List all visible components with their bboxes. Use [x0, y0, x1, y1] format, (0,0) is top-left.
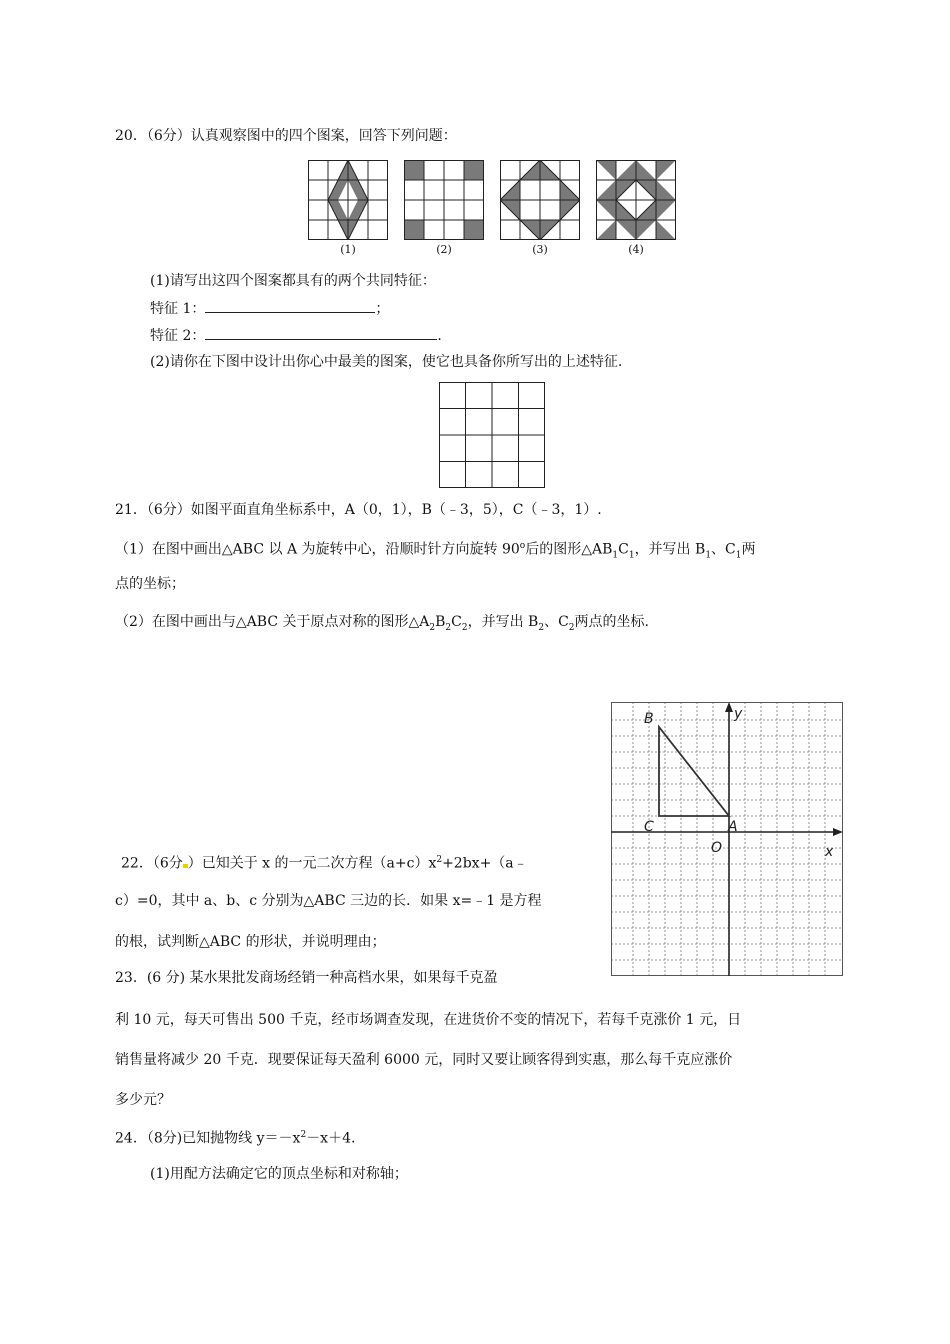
pattern-4-label: (4) — [628, 243, 644, 256]
q21-part2: （2）在图中画出与△ABC 关于原点对称的图形$\triangle A_2B_2C_2$，并写出 $B_2$、$C_2$两点的坐标. — [115, 614, 649, 633]
q20-stem: 20．（6分）认真观察图中的四个图案，回答下列问题： — [115, 128, 457, 144]
feature1-label: 特征 1： — [150, 301, 206, 317]
q22-line3: 的根，试判断△ABC 的形状，并说明理由； — [115, 934, 386, 950]
q21-part1-line2: 点的坐标； — [115, 576, 185, 592]
q20-part2: (2)请你在下图中设计出你心中最美的图案，使它也具备你所写出的上述特征. — [150, 354, 623, 370]
coordinate-grid — [611, 702, 843, 976]
q23-line2: 利 10 元，每天可售出 500 千克，经市场调查发现，在进货价不变的情况下，若每千克涨价 1 元，日 — [115, 1012, 742, 1028]
pattern-2-label: (2) — [436, 243, 452, 256]
point-c-label: C — [644, 819, 654, 835]
q22-line2: c）=0，其中 a、b、c 分别为△ABC 三边的长．如果 x=﹣1 是方程 — [115, 893, 542, 909]
point-a-label: A — [728, 819, 738, 835]
q20-feature1: 特征 1： ； — [150, 298, 389, 319]
q22-line1: 22．（6分 ）已知关于 x 的一元二次方程$(a+c)x^2+2bx+(a﹣$ — [121, 855, 528, 872]
pattern-1-label: (1) — [340, 243, 356, 256]
feature1-answer-blank[interactable] — [205, 298, 375, 313]
x-axis-label: x — [825, 844, 834, 860]
q20-feature2: 特征 2： . — [150, 325, 442, 346]
q24-part1: (1)用配方法确定它的顶点坐标和对称轴； — [150, 1166, 408, 1182]
q23-line1: 23．(6 分) 某水果批发商场经销一种高档水果，如果每千克盈 — [115, 970, 498, 986]
q23-line4: 多少元？ — [115, 1092, 171, 1108]
q21-stem: 21．（6分）如图平面直角坐标系中，A（0，1），B（﹣3，5），C（﹣3，1）. — [115, 502, 602, 518]
q20-part1: (1)请写出这四个图案都具有的两个共同特征： — [150, 273, 436, 289]
pattern-3-label: (3) — [532, 243, 548, 256]
design-grid[interactable] — [439, 382, 545, 488]
triangle-abc — [659, 727, 729, 816]
q24-stem: 24．（8分)已知抛物线 $y=-x^2-x+4$. — [115, 1130, 356, 1147]
pattern-4 — [596, 160, 676, 240]
feature2-answer-blank[interactable] — [205, 325, 437, 340]
feature2-label: 特征 2： — [150, 328, 206, 344]
origin-label: O — [711, 840, 723, 856]
pattern-3 — [500, 160, 580, 240]
pattern-1 — [308, 160, 388, 240]
q23-line3: 销售量将减少 20 千克．现要保证每天盈利 6000 元，同时又要让顾客得到实惠，那么每千克应涨价 — [115, 1052, 733, 1068]
pattern-2 — [404, 160, 484, 240]
y-axis-label: y — [734, 706, 743, 722]
point-b-label: B — [644, 711, 654, 727]
q21-part1-line1: （1）在图中画出△ABC 以 A 为旋转中心，沿顺时针方向旋转 90$^o$后的图形$\triangle AB_1C_1$，并写出 $B_1$、$C_1$两 — [115, 541, 756, 561]
